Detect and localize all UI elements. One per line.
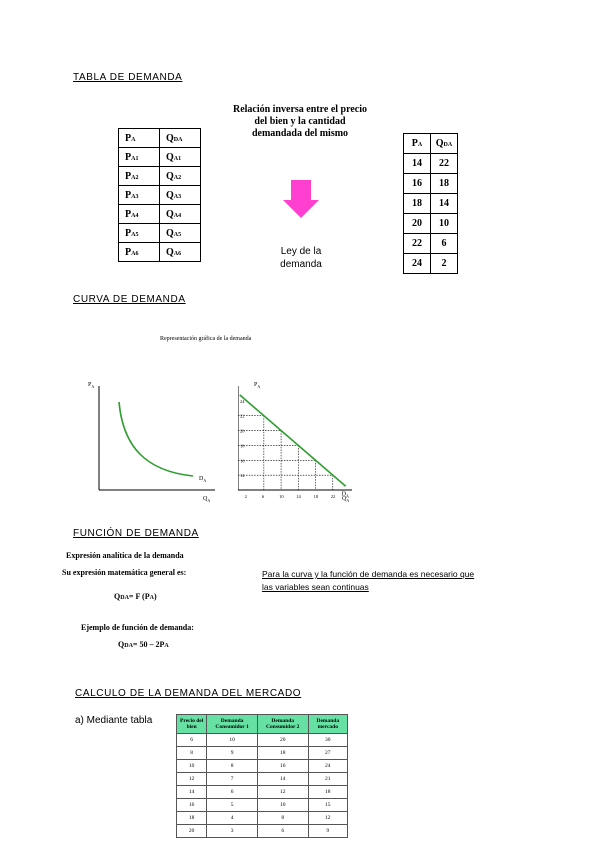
mediante-tabla-label: a) Mediante tabla bbox=[75, 715, 153, 726]
numeric-table-row bbox=[404, 254, 458, 274]
numeric-cell: 2 bbox=[431, 254, 458, 274]
graph-title: Representación gráfica de la demanda bbox=[160, 336, 252, 342]
numeric-cell: 18 bbox=[431, 174, 458, 194]
market-cell: 12 bbox=[308, 812, 347, 825]
market-cell: 16 bbox=[177, 799, 207, 812]
symbolic-table-row bbox=[119, 167, 201, 186]
chart1-demand-curve bbox=[119, 402, 193, 476]
market-cell: 6 bbox=[177, 734, 207, 747]
market-table-row bbox=[177, 786, 348, 799]
numeric-cell: 14 bbox=[431, 194, 458, 214]
symbolic-cell: QA2 bbox=[160, 167, 201, 186]
market-cell: 6 bbox=[257, 825, 308, 838]
market-table-row bbox=[177, 747, 348, 760]
symbolic-cell: PA3 bbox=[119, 186, 160, 205]
numeric-table-row bbox=[404, 174, 458, 194]
linear-demand-chart bbox=[238, 376, 358, 502]
numeric-cell: 10 bbox=[431, 214, 458, 234]
market-cell: 20 bbox=[257, 734, 308, 747]
continuity-note: Para la curva y la función de demanda es necesario que las variables sean continuas bbox=[262, 569, 475, 592]
general-formula: QDA= F (PA) bbox=[114, 592, 157, 601]
symbolic-table-header bbox=[119, 129, 201, 148]
chart2-x-tick: 2 bbox=[244, 494, 247, 499]
market-cell: 20 bbox=[177, 825, 207, 838]
chart2-y-tick: 16 bbox=[240, 458, 245, 464]
chart2-y-tick: 14 bbox=[240, 473, 245, 479]
market-header-cell: Demanda Consumidor 1 bbox=[207, 715, 258, 734]
market-cell: 18 bbox=[308, 786, 347, 799]
numeric-header-cell: PA bbox=[404, 134, 431, 154]
chart2-x-tick: 18 bbox=[313, 494, 319, 499]
numeric-cell: 24 bbox=[404, 254, 431, 274]
symbolic-cell: QA5 bbox=[160, 224, 201, 243]
market-cell: 8 bbox=[257, 812, 308, 825]
numeric-cell: 22 bbox=[431, 154, 458, 174]
market-header-cell: Demanda mercado bbox=[308, 715, 347, 734]
market-cell: 10 bbox=[207, 734, 258, 747]
symbolic-header-cell: QDA bbox=[160, 129, 201, 148]
market-cell: 10 bbox=[257, 799, 308, 812]
symbolic-table-row bbox=[119, 243, 201, 262]
chart2-x-tick: 6 bbox=[261, 494, 265, 499]
chart1-ylabel: $P_A$ bbox=[88, 382, 95, 389]
market-cell: 12 bbox=[177, 773, 207, 786]
market-cell: 18 bbox=[257, 747, 308, 760]
market-header-cell: Demanda Consumidor 2 bbox=[257, 715, 308, 734]
market-cell: 10 bbox=[177, 760, 207, 773]
symbolic-cell: PA5 bbox=[119, 224, 160, 243]
symbolic-cell: QA4 bbox=[160, 205, 201, 224]
chart1-series-label: $D_A$ bbox=[199, 476, 207, 483]
chart2-y-tick: 20 bbox=[240, 428, 245, 434]
market-table-row bbox=[177, 799, 348, 812]
market-cell: 7 bbox=[207, 773, 258, 786]
market-cell: 5 bbox=[207, 799, 258, 812]
market-cell: 9 bbox=[207, 747, 258, 760]
market-table-row bbox=[177, 825, 348, 838]
relation-text: Relación inversa entre el precio del bien y la cantidad demandada del mismo bbox=[232, 104, 368, 139]
market-cell: 15 bbox=[308, 799, 347, 812]
market-table-row bbox=[177, 734, 348, 747]
heading-tabla-demanda: TABLA DE DEMANDA bbox=[73, 72, 183, 83]
chart2-x-tick: 22 bbox=[330, 494, 336, 499]
numeric-cell: 22 bbox=[404, 234, 431, 254]
market-table-row bbox=[177, 760, 348, 773]
market-cell: 9 bbox=[308, 825, 347, 838]
heading-funcion-demanda: FUNCIÓN DE DEMANDA bbox=[73, 528, 199, 539]
numeric-demand-table bbox=[403, 133, 458, 274]
chart2-y-tick: 22 bbox=[240, 413, 245, 419]
market-table-row bbox=[177, 773, 348, 786]
general-label: Su expresión matemática general es: bbox=[62, 568, 187, 577]
numeric-cell: 14 bbox=[404, 154, 431, 174]
chart2-ylabel: $P_A$ bbox=[254, 382, 261, 389]
symbolic-cell: PA2 bbox=[119, 167, 160, 186]
market-cell: 14 bbox=[257, 773, 308, 786]
numeric-header-cell: QDA bbox=[431, 134, 458, 154]
numeric-cell: 16 bbox=[404, 174, 431, 194]
chart1-xlabel: $Q_A$ bbox=[203, 496, 211, 502]
chart2-y-tick: 18 bbox=[240, 443, 245, 449]
market-cell: 18 bbox=[177, 812, 207, 825]
symbolic-cell: PA4 bbox=[119, 205, 160, 224]
chart2-series-label: $D_A$ bbox=[341, 491, 349, 499]
market-demand-table bbox=[176, 714, 348, 838]
market-cell: 14 bbox=[177, 786, 207, 799]
numeric-cell: 6 bbox=[431, 234, 458, 254]
market-cell: 30 bbox=[308, 734, 347, 747]
expresion-title: Expresión analítica de la demanda bbox=[66, 551, 184, 560]
symbolic-cell: QA3 bbox=[160, 186, 201, 205]
market-header-cell: Precio del bien bbox=[177, 715, 207, 734]
demand-curve-chart bbox=[85, 376, 225, 502]
market-cell: 6 bbox=[207, 786, 258, 799]
market-cell: 12 bbox=[257, 786, 308, 799]
numeric-table-header bbox=[404, 134, 458, 154]
symbolic-cell: PA1 bbox=[119, 148, 160, 167]
symbolic-cell: QA1 bbox=[160, 148, 201, 167]
numeric-table-row bbox=[404, 234, 458, 254]
chart2-xlabel: $Q_A$ bbox=[342, 496, 350, 502]
symbolic-table-row bbox=[119, 186, 201, 205]
down-arrow-icon bbox=[283, 180, 319, 218]
ejemplo-title: Ejemplo de función de demanda: bbox=[81, 623, 194, 632]
symbolic-table-row bbox=[119, 205, 201, 224]
numeric-table-row bbox=[404, 214, 458, 234]
symbolic-cell: PA6 bbox=[119, 243, 160, 262]
chart2-demand-line bbox=[240, 395, 346, 486]
chart2-x-tick: 10 bbox=[279, 494, 284, 499]
market-cell: 8 bbox=[177, 747, 207, 760]
numeric-cell: 18 bbox=[404, 194, 431, 214]
ejemplo-formula: QDA= 50 – 2PA bbox=[118, 640, 169, 649]
symbolic-cell: QA6 bbox=[160, 243, 201, 262]
market-table-row bbox=[177, 812, 348, 825]
numeric-table-row bbox=[404, 154, 458, 174]
market-cell: 21 bbox=[308, 773, 347, 786]
market-cell: 3 bbox=[207, 825, 258, 838]
symbolic-header-cell: PA bbox=[119, 129, 160, 148]
market-cell: 24 bbox=[308, 760, 347, 773]
ley-demanda-label: Ley de la demanda bbox=[280, 246, 322, 270]
symbolic-table-row bbox=[119, 224, 201, 243]
heading-curva-demanda: CURVA DE DEMANDA bbox=[73, 294, 186, 305]
symbolic-table-row bbox=[119, 148, 201, 167]
heading-calculo-demanda: CALCULO DE LA DEMANDA DEL MERCADO bbox=[75, 688, 302, 699]
chart2-x-tick: 14 bbox=[296, 494, 301, 499]
symbolic-demand-table bbox=[118, 128, 201, 262]
numeric-table-row bbox=[404, 194, 458, 214]
market-cell: 16 bbox=[257, 760, 308, 773]
market-cell: 4 bbox=[207, 812, 258, 825]
market-cell: 27 bbox=[308, 747, 347, 760]
chart2-y-tick: 24 bbox=[240, 398, 245, 404]
numeric-cell: 20 bbox=[404, 214, 431, 234]
market-cell: 8 bbox=[207, 760, 258, 773]
